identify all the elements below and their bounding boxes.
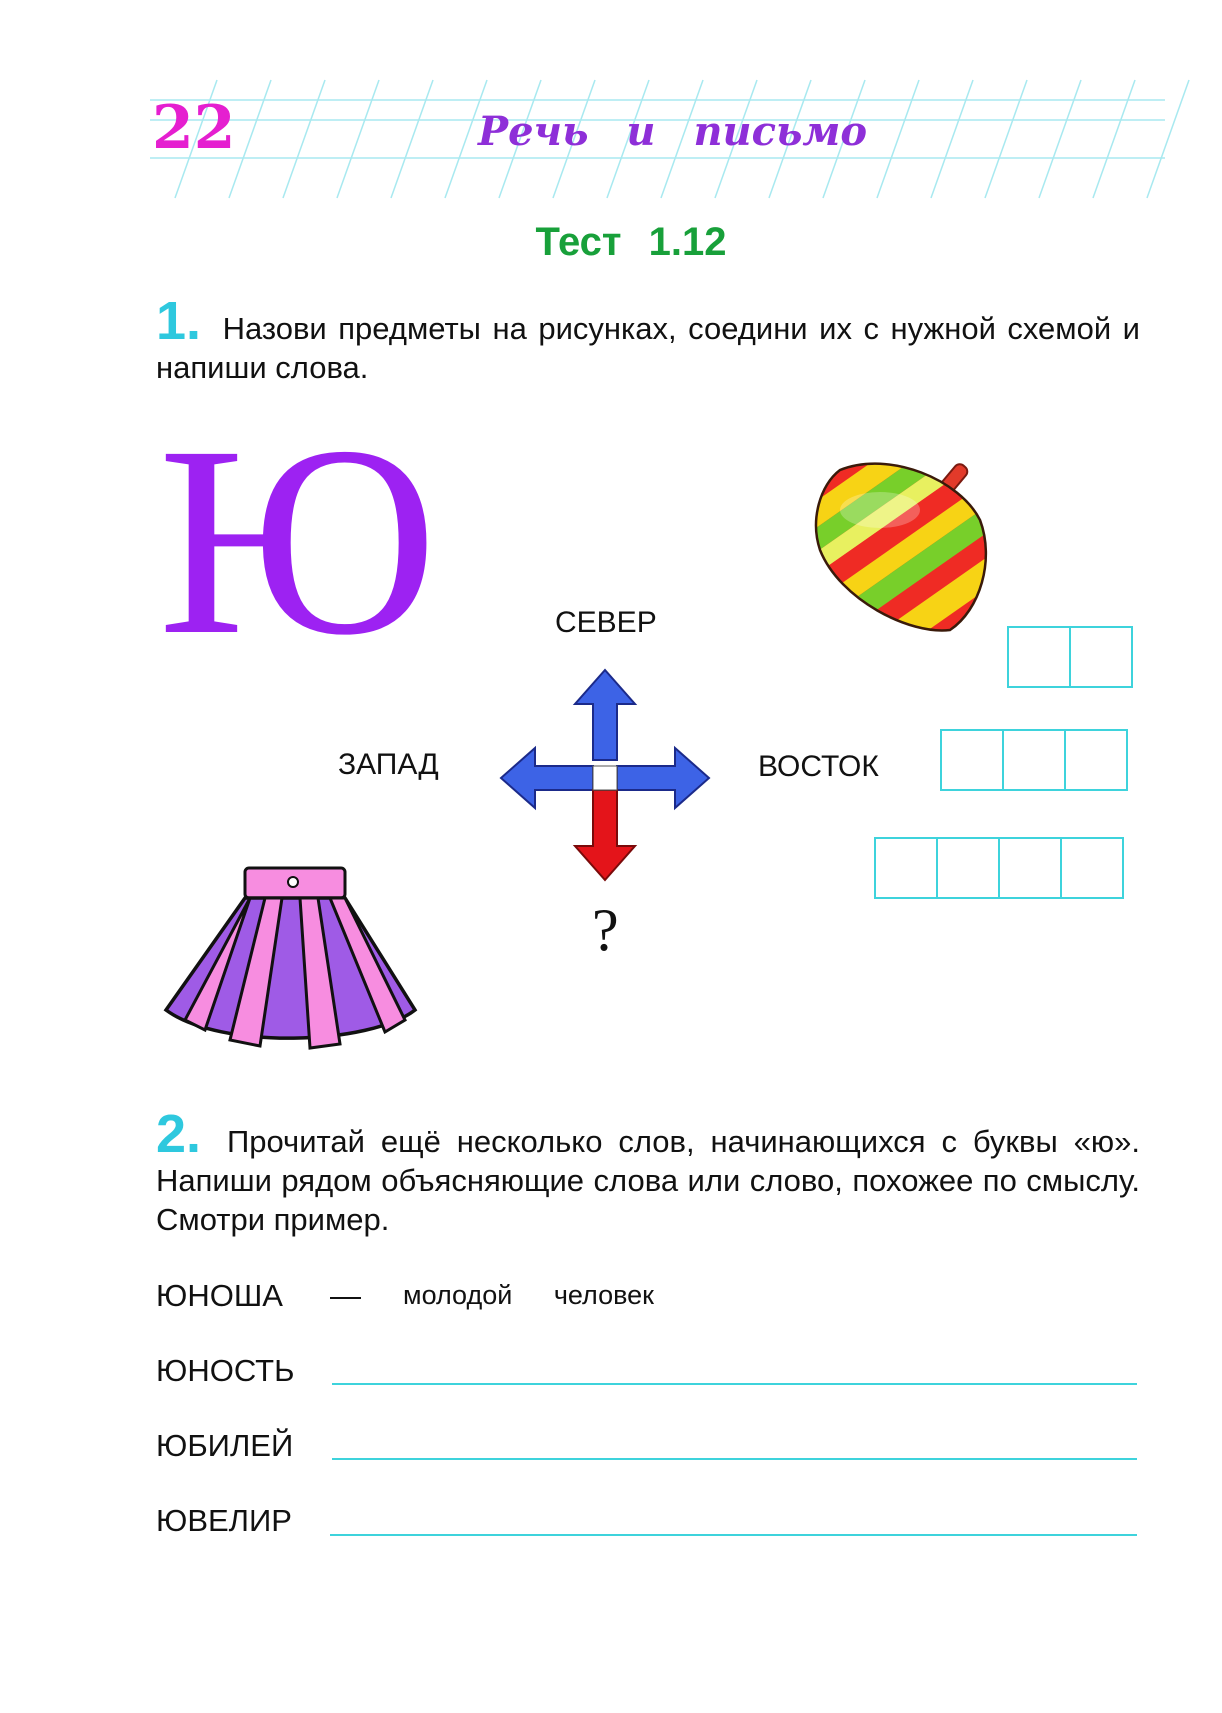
- word-boxes-4: [876, 837, 1124, 899]
- skirt-icon: [160, 860, 425, 1060]
- answer-line[interactable]: [330, 1534, 1137, 1536]
- page-number: 22: [152, 93, 236, 163]
- task-1-text: Назови предметы на рисунках, соедини их с нужной схемой и напиши слова.: [156, 311, 1140, 385]
- compass-north-label: СЕВЕР: [555, 606, 657, 639]
- task-2-text: Прочитай ещё несколько слов, начинающихся с буквы «ю». Напиши рядом объясняющие слова или слово, похожее по смыслу. Смотри пример.: [156, 1124, 1140, 1237]
- word-boxes-2: [1009, 626, 1133, 688]
- ruling-slant-line: [391, 80, 433, 198]
- compass-west-label: ЗАПАД: [338, 748, 439, 781]
- letter-box[interactable]: [1002, 729, 1066, 791]
- task-2-number: 2.: [156, 1104, 202, 1164]
- ruling-slant-line: [1093, 80, 1135, 198]
- ruling-slant-line: [283, 80, 325, 198]
- word-item: ЮНОСТЬ: [156, 1353, 295, 1388]
- letter-box[interactable]: [1060, 837, 1124, 899]
- letter-box[interactable]: [1064, 729, 1128, 791]
- test-title: Тест 1.12: [535, 220, 727, 264]
- ruling-slant-line: [1039, 80, 1081, 198]
- ruling-slant-line: [985, 80, 1027, 198]
- ruling-slant-line: [931, 80, 973, 198]
- spinning-top-icon: [800, 440, 1015, 640]
- letter-box[interactable]: [936, 837, 1000, 899]
- ruling-slant-line: [877, 80, 919, 198]
- ruling-slant-line: [337, 80, 379, 198]
- ruling-slant-line: [1147, 80, 1189, 198]
- letter-box[interactable]: [1069, 626, 1133, 688]
- word-boxes-3: [942, 729, 1128, 791]
- compass-south-label: ?: [592, 897, 619, 963]
- task-1: [156, 291, 1140, 387]
- compass-east-label: ВОСТОК: [758, 750, 879, 783]
- letter-box[interactable]: [940, 729, 1004, 791]
- letter-box[interactable]: [874, 837, 938, 899]
- example-dash: —: [330, 1278, 361, 1313]
- task-1-number: 1.: [156, 291, 202, 351]
- task-2: [156, 1104, 1140, 1239]
- word-item: ЮБИЛЕЙ: [156, 1428, 294, 1463]
- answer-line[interactable]: [332, 1383, 1137, 1385]
- answer-line[interactable]: [332, 1458, 1137, 1460]
- word-item: ЮВЕЛИР: [156, 1503, 292, 1538]
- example-answer: молодой человек: [403, 1280, 654, 1310]
- example-word: ЮНОША: [156, 1278, 283, 1313]
- compass-arrows-icon: [495, 668, 715, 883]
- section-title: Речь и письмо: [478, 108, 868, 155]
- letter-box[interactable]: [998, 837, 1062, 899]
- big-letter: Ю: [158, 390, 438, 691]
- letter-box[interactable]: [1007, 626, 1071, 688]
